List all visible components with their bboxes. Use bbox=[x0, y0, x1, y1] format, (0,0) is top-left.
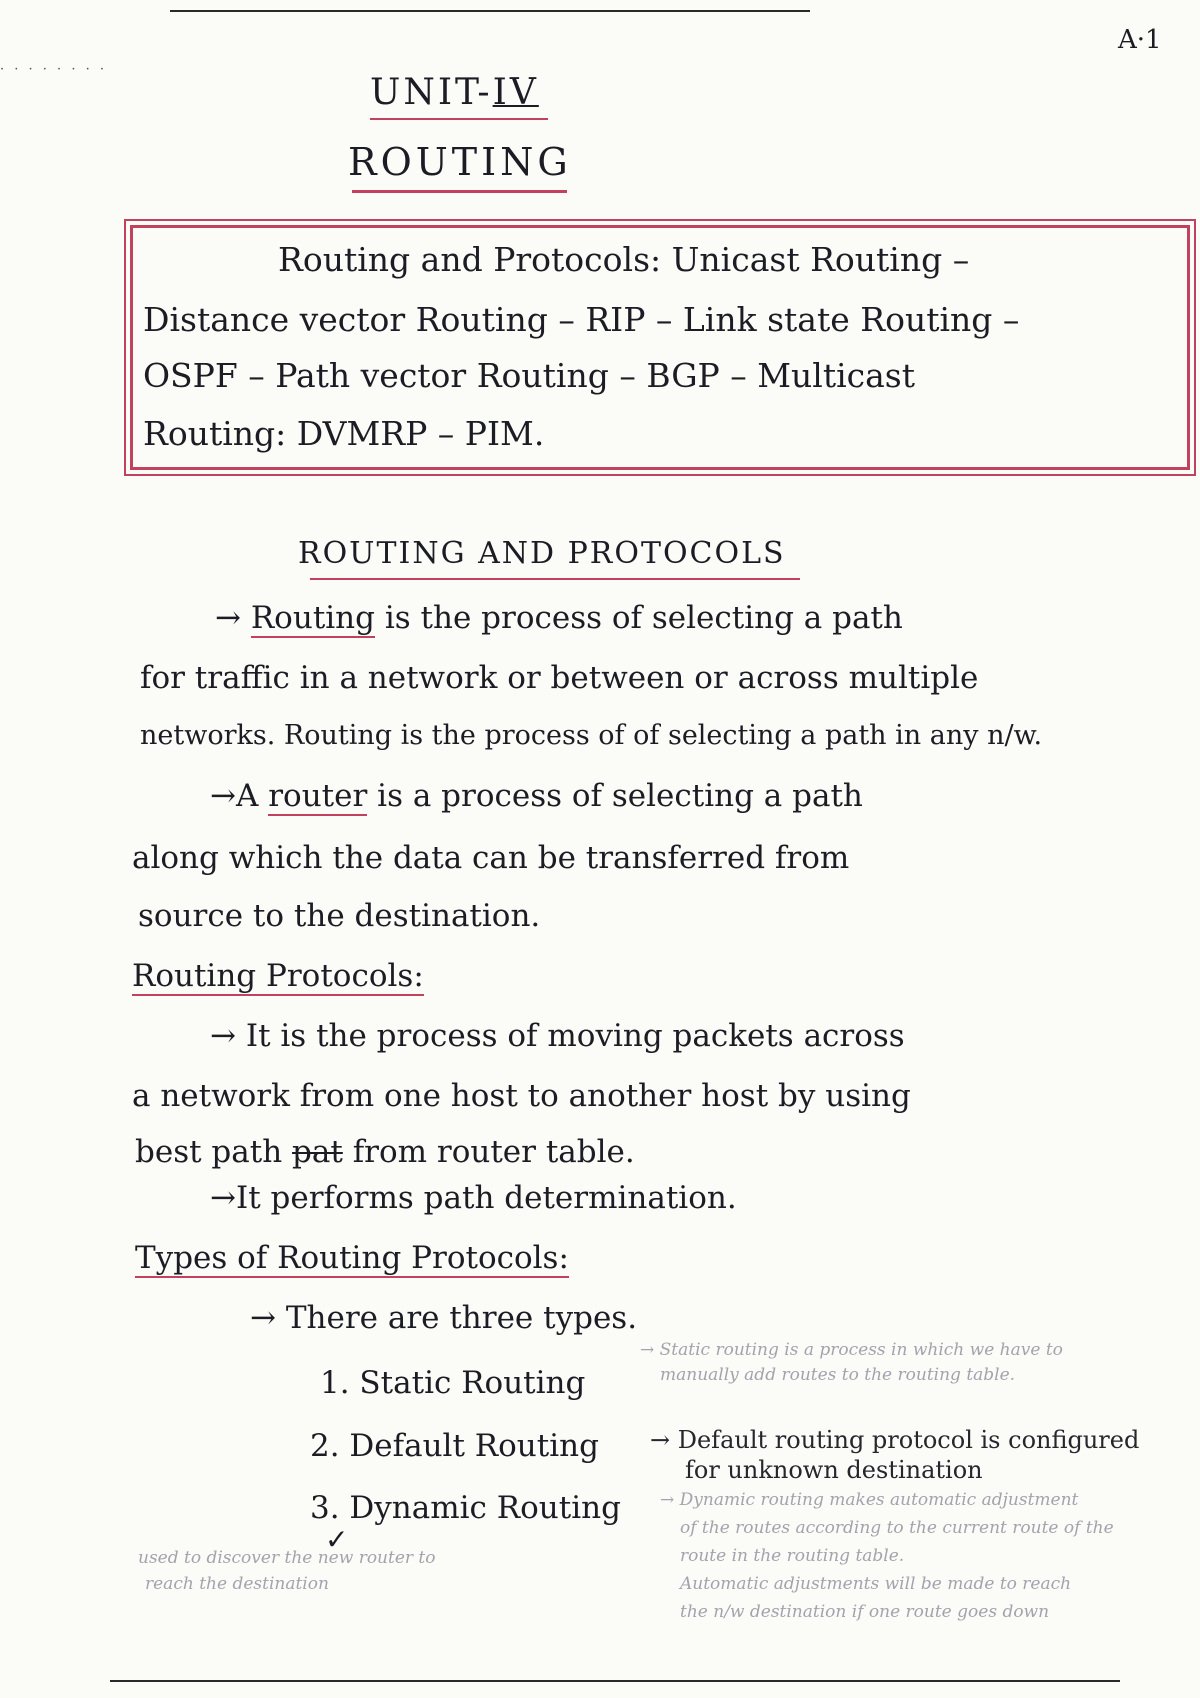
syllabus-line-4: Routing: DVMRP – PIM. bbox=[143, 414, 545, 453]
unit-title bbox=[370, 72, 539, 113]
type-static: 1. Static Routing bbox=[320, 1365, 586, 1401]
intro-p1-line-1-text: is the process of selecting a path bbox=[384, 600, 903, 636]
syllabus-box bbox=[130, 225, 1190, 470]
chapter-title-underline bbox=[352, 190, 567, 193]
dynamic-note-line-3: route in the routing table. bbox=[680, 1546, 905, 1566]
dynamic-note-line-2: of the routes according to the current route of the bbox=[680, 1518, 1114, 1538]
rp-line-2: a network from one host to another host by using bbox=[132, 1078, 911, 1114]
section-heading-underline bbox=[310, 578, 800, 580]
dynamic-note-line-4: Automatic adjustments will be made to reach bbox=[680, 1574, 1072, 1594]
dynamic-note-line-1: → Dynamic routing makes automatic adjustment bbox=[660, 1490, 1079, 1510]
rp-line-4: →It performs path determination. bbox=[210, 1180, 737, 1216]
check-mark: ✓ bbox=[325, 1523, 349, 1556]
intro-p1-line-3: networks. Routing is the process of of selecting a path in any n/w. bbox=[140, 720, 1043, 751]
unit-prefix: UNIT- bbox=[370, 72, 493, 113]
rp-line-1: → It is the process of moving packets across bbox=[210, 1018, 905, 1054]
arrow-glyph: → bbox=[215, 600, 241, 636]
term-routing: Routing bbox=[250, 600, 375, 636]
types-intro: → There are three types. bbox=[250, 1300, 638, 1336]
section-heading: ROUTING AND PROTOCOLS bbox=[298, 536, 786, 571]
rp-line-3 bbox=[135, 1134, 635, 1170]
type-default: 2. Default Routing bbox=[310, 1428, 599, 1464]
intro-p1-line-1 bbox=[215, 600, 903, 636]
static-note-line-1: → Static routing is a process in which we have to bbox=[640, 1340, 1063, 1360]
left-note-line-2: reach the destination bbox=[145, 1574, 329, 1594]
static-note-line-2: manually add routes to the routing table. bbox=[660, 1365, 1016, 1385]
intro-p1-line-2: for traffic in a network or between or across multiple bbox=[140, 660, 979, 696]
margin-scribble: · · · · · · · · bbox=[0, 62, 107, 77]
left-note-line-1: used to discover the new router to bbox=[138, 1548, 436, 1568]
dynamic-note-line-5: the n/w destination if one route goes down bbox=[680, 1602, 1050, 1622]
intro-p2-line-1-text: is a process of selecting a path bbox=[377, 778, 863, 814]
bottom-rule bbox=[110, 1680, 1120, 1682]
struck-word: pat bbox=[292, 1134, 343, 1170]
default-note-line-1: → Default routing protocol is configured bbox=[650, 1426, 1140, 1454]
term-router: router bbox=[268, 778, 368, 814]
routing-protocols-heading bbox=[132, 958, 424, 994]
chapter-title: ROUTING bbox=[348, 140, 572, 184]
intro-p2-line-3: source to the destination. bbox=[138, 898, 541, 934]
routing-protocols-heading-text: Routing Protocols: bbox=[132, 958, 424, 994]
syllabus-line-1: Routing and Protocols: Unicast Routing – bbox=[278, 240, 970, 279]
type-dynamic: 3. Dynamic Routing bbox=[310, 1490, 621, 1526]
types-heading-text: Types of Routing Protocols: bbox=[135, 1240, 569, 1276]
types-heading bbox=[135, 1240, 569, 1276]
intro-p2-line-2: along which the data can be transferred from bbox=[132, 840, 850, 876]
rp-line-3-end: from router table. bbox=[352, 1134, 635, 1170]
page-number: A·1 bbox=[1118, 25, 1162, 55]
unit-number: IV bbox=[492, 72, 539, 113]
default-note-line-2: for unknown destination bbox=[685, 1456, 983, 1484]
intro-p2-line-1 bbox=[210, 778, 863, 814]
syllabus-line-3: OSPF – Path vector Routing – BGP – Multicast bbox=[143, 356, 916, 395]
arrow-glyph: →A bbox=[210, 778, 259, 814]
syllabus-line-2: Distance vector Routing – RIP – Link state Routing – bbox=[143, 300, 1020, 339]
rp-line-3-start: best path bbox=[135, 1134, 283, 1170]
unit-underline bbox=[370, 118, 548, 120]
top-rule bbox=[170, 10, 810, 12]
